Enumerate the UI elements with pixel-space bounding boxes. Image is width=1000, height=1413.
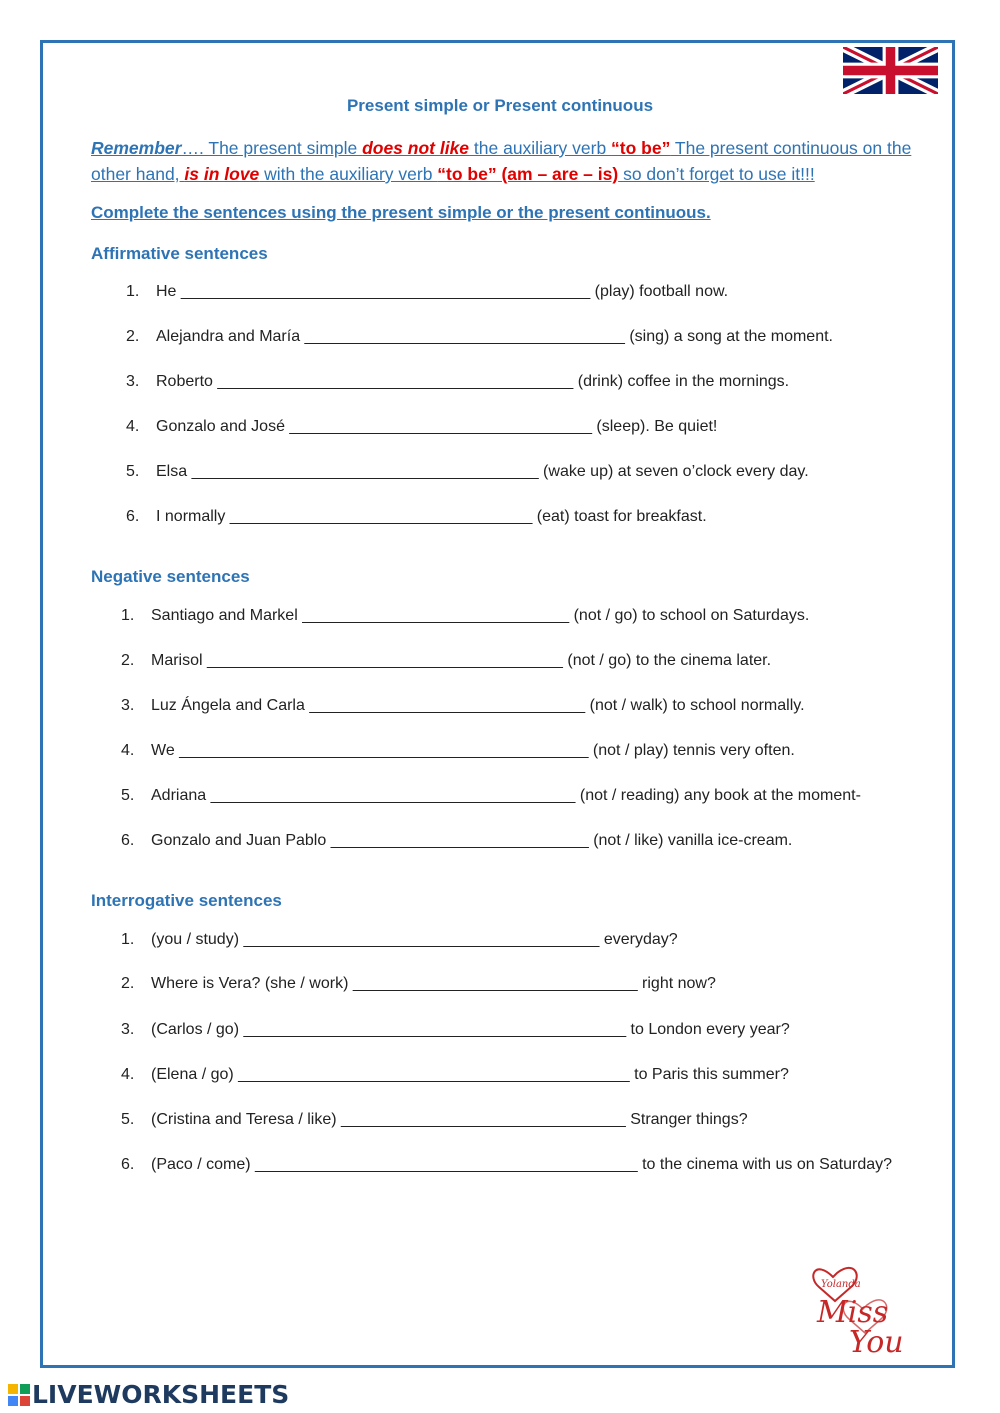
footer-brand[interactable]: LIVEWORKSHEETS xyxy=(32,1380,290,1409)
remember-highlight-4: “to be” (am – are – is) xyxy=(437,164,619,184)
interrogative-heading: Interrogative sentences xyxy=(91,891,282,910)
item-text: (Cristina and Teresa / like) ________________________________ Stranger things? xyxy=(151,1111,748,1128)
item-number: 4. xyxy=(126,418,140,435)
list-item xyxy=(121,931,678,949)
item-number: 6. xyxy=(126,508,140,525)
item-text: Elsa _______________________________________ (wake up) at seven o’clock every day. xyxy=(156,463,809,480)
remember-text-4: with the auxiliary verb xyxy=(259,164,438,184)
item-number: 6. xyxy=(121,832,135,849)
list-item xyxy=(126,328,833,346)
item-text: Gonzalo and José __________________________________ (sleep). Be quiet! xyxy=(156,418,718,435)
item-number: 5. xyxy=(126,463,140,480)
item-number: 5. xyxy=(121,787,135,804)
list-item xyxy=(121,975,716,993)
item-text: (Elena / go) ____________________________________________ to Paris this summer? xyxy=(151,1066,789,1083)
list-item xyxy=(121,1021,790,1039)
remember-highlight-1: does not like xyxy=(362,138,470,158)
list-item xyxy=(126,373,789,391)
list-item xyxy=(121,742,795,760)
item-number: 1. xyxy=(121,607,135,624)
item-number: 4. xyxy=(121,1066,135,1083)
item-text: Where is Vera? (she / work) ________________________________ right now? xyxy=(151,975,716,992)
list-item xyxy=(121,1156,892,1174)
list-item xyxy=(126,463,809,481)
item-text: Roberto ________________________________________ (drink) coffee in the mornings. xyxy=(156,373,790,390)
remember-highlight-3: is in love xyxy=(184,164,260,184)
remember-lead: Remember xyxy=(91,138,182,158)
item-number: 5. xyxy=(121,1111,135,1128)
item-number: 2. xyxy=(121,652,135,669)
item-text: He ______________________________________________ (play) football now. xyxy=(156,283,729,300)
list-item xyxy=(126,283,728,301)
item-text: We ______________________________________________ (not / play) tennis very often. xyxy=(151,742,795,759)
negative-heading: Negative sentences xyxy=(91,567,250,586)
item-text: I normally __________________________________ (eat) toast for breakfast. xyxy=(156,508,707,525)
page-title: Present simple or Present continuous xyxy=(346,96,654,115)
signature-line1: Miss xyxy=(817,1295,889,1330)
item-text: Alejandra and María ____________________________________ (sing) a song at the moment. xyxy=(156,328,833,345)
remember-text-1: …. The present simple xyxy=(181,138,363,158)
list-item xyxy=(121,607,809,625)
affirmative-heading: Affirmative sentences xyxy=(91,244,268,263)
list-item xyxy=(121,1066,789,1084)
instruction: Complete the sentences using the present simple or the present continuous. xyxy=(91,203,711,222)
item-text: Luz Ángela and Carla _______________________________ (not / walk) to school normally. xyxy=(151,697,805,714)
item-number: 3. xyxy=(121,1021,135,1038)
item-number: 1. xyxy=(126,283,140,300)
remember-text-3: The present continuous on the other hand, xyxy=(91,138,912,184)
list-item xyxy=(126,508,707,526)
item-text: (Carlos / go) ___________________________________________ to London every year? xyxy=(151,1021,790,1038)
signature-heart-logo xyxy=(805,1247,915,1365)
item-number: 2. xyxy=(121,975,135,992)
list-item xyxy=(121,832,792,850)
item-number: 2. xyxy=(126,328,140,345)
item-text: Adriana _________________________________________ (not / reading) any book at the moment- xyxy=(151,787,861,804)
item-number: 4. xyxy=(121,742,135,759)
item-number: 3. xyxy=(126,373,140,390)
list-item xyxy=(126,418,717,436)
remember-text-5: so don’t forget to use it!!! xyxy=(618,164,815,184)
item-text: Marisol ________________________________________ (not / go) to the cinema later. xyxy=(151,652,772,669)
liveworksheets-logo-icon xyxy=(8,1384,30,1406)
item-text: (you / study) ________________________________________ everyday? xyxy=(151,931,678,948)
signature-name: Yolanda xyxy=(821,1279,861,1290)
item-text: Gonzalo and Juan Pablo _____________________________ (not / like) vanilla ice-cream. xyxy=(151,832,793,849)
item-number: 6. xyxy=(121,1156,135,1173)
uk-flag-icon xyxy=(843,47,938,94)
remember-note xyxy=(91,135,916,187)
list-item xyxy=(121,652,771,670)
list-item xyxy=(121,697,805,715)
remember-highlight-2: “to be” xyxy=(611,138,671,158)
signature-line2: You xyxy=(849,1325,904,1360)
remember-text-2: the auxiliary verb xyxy=(469,138,612,158)
item-number: 3. xyxy=(121,697,135,714)
item-text: Santiago and Markel ______________________________ (not / go) to school on Saturdays. xyxy=(151,607,810,624)
list-item xyxy=(121,787,861,805)
list-item xyxy=(121,1111,748,1129)
item-text: (Paco / come) ___________________________________________ to the cinema with us on Saturday? xyxy=(151,1156,893,1173)
item-number: 1. xyxy=(121,931,135,948)
